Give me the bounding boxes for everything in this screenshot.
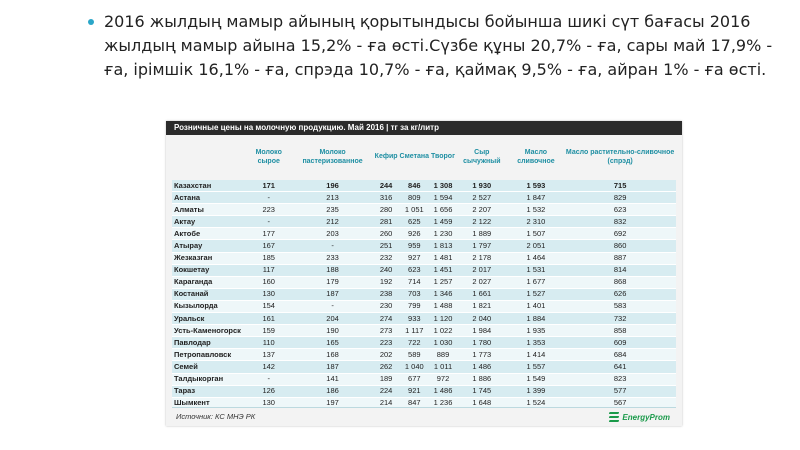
table-row: [172, 288, 676, 300]
table-row: [172, 300, 676, 312]
city-name: Тараз: [172, 385, 246, 397]
price-cell: 179: [291, 276, 373, 288]
price-cell: 168: [291, 349, 373, 361]
header-cell: Масло растительно-сливочное (спрэд): [565, 149, 675, 165]
price-cell: 1 780: [456, 337, 508, 349]
price-cell: 177: [246, 228, 291, 240]
price-cell: 589: [399, 349, 430, 361]
price-cell: 847: [399, 397, 430, 409]
price-cell: 677: [399, 373, 430, 385]
price-table-image: [166, 121, 682, 426]
price-cell: 959: [399, 240, 430, 252]
price-cell: 809: [399, 192, 430, 204]
price-cell: 623: [564, 204, 676, 216]
price-cell: 223: [374, 337, 399, 349]
price-cell: 240: [374, 264, 399, 276]
price-cell: 1 459: [430, 216, 456, 228]
price-cell: 1 527: [508, 288, 565, 300]
city-name: Атырау: [172, 240, 246, 252]
price-cell: 204: [291, 313, 373, 325]
price-cell: 1 257: [430, 276, 456, 288]
price-cell: 1 030: [430, 337, 456, 349]
price-cell: 2 040: [456, 313, 508, 325]
price-table: [172, 135, 676, 410]
header-cell: Творог: [431, 153, 455, 161]
price-cell: 799: [399, 300, 430, 312]
price-cell: 167: [246, 240, 291, 252]
price-cell: 1 464: [508, 252, 565, 264]
city-name: Казахстан: [172, 180, 246, 192]
price-cell: 235: [291, 204, 373, 216]
table-row: [172, 252, 676, 264]
price-cell: 161: [246, 313, 291, 325]
price-cell: 887: [564, 252, 676, 264]
price-cell: 823: [564, 373, 676, 385]
price-cell: 262: [374, 361, 399, 373]
bullet-text: 2016 жылдың мамыр айының қорытындысы бойынша шикі сүт бағасы 2016 жылдың мамыр айына 15,2% - ға өсті.Сүзбе құны 20,7% - ға, сары май 17,9% - ға, ірімшік 16,1% - ға, спрэда 10,7% - ға, қаймақ 9,5% - ға, айран 1% - ға өсті.: [104, 12, 773, 79]
price-cell: 832: [564, 216, 676, 228]
price-cell: 1 984: [456, 325, 508, 337]
price-cell: 1 481: [430, 252, 456, 264]
price-cell: 1 656: [430, 204, 456, 216]
price-cell: 224: [374, 385, 399, 397]
price-cell: 577: [564, 385, 676, 397]
table-row: [172, 373, 676, 385]
price-cell: 171: [246, 180, 291, 192]
city-name: Кокшетау: [172, 264, 246, 276]
price-cell: 1 022: [430, 325, 456, 337]
header-cell: Масло сливочное: [517, 149, 555, 165]
price-cell: 1 353: [508, 337, 565, 349]
table-row: [172, 385, 676, 397]
price-cell: 1 889: [456, 228, 508, 240]
price-cell: 244: [374, 180, 399, 192]
price-cell: 190: [291, 325, 373, 337]
header-cell: Молоко сырое: [255, 149, 282, 165]
bullet-text-block: [104, 10, 774, 82]
price-cell: 232: [374, 252, 399, 264]
price-cell: 1 399: [508, 385, 565, 397]
price-cell: 197: [291, 397, 373, 409]
table-row: [172, 361, 676, 373]
price-cell: 814: [564, 264, 676, 276]
price-cell: 1 886: [456, 373, 508, 385]
price-cell: 2 207: [456, 204, 508, 216]
price-cell: 1 486: [456, 361, 508, 373]
price-cell: 185: [246, 252, 291, 264]
price-cell: 1 451: [430, 264, 456, 276]
price-cell: 609: [564, 337, 676, 349]
price-cell: 1 532: [508, 204, 565, 216]
price-cell: 1 346: [430, 288, 456, 300]
price-cell: 196: [291, 180, 373, 192]
price-cell: 165: [291, 337, 373, 349]
city-name: Костанай: [172, 288, 246, 300]
city-name: Петропавловск: [172, 349, 246, 361]
price-cell: 1 593: [508, 180, 565, 192]
bullet-dot-icon: [88, 19, 94, 25]
city-name: Семей: [172, 361, 246, 373]
price-cell: 1 797: [456, 240, 508, 252]
table-row: [172, 240, 676, 252]
price-cell: 1 884: [508, 313, 565, 325]
price-cell: 567: [564, 397, 676, 409]
price-cell: 972: [430, 373, 456, 385]
table-row: [172, 337, 676, 349]
price-cell: 280: [374, 204, 399, 216]
price-cell: 583: [564, 300, 676, 312]
price-cell: 889: [430, 349, 456, 361]
price-cell: 1 507: [508, 228, 565, 240]
price-cell: 1 401: [508, 300, 565, 312]
price-cell: 273: [374, 325, 399, 337]
price-cell: 260: [374, 228, 399, 240]
price-cell: 1 120: [430, 313, 456, 325]
logo-text: EnergyProm: [622, 412, 670, 422]
price-cell: 1 011: [430, 361, 456, 373]
price-cell: 2 017: [456, 264, 508, 276]
price-cell: 188: [291, 264, 373, 276]
table-header-row: [172, 135, 676, 180]
city-name: Караганда: [172, 276, 246, 288]
price-cell: 223: [246, 204, 291, 216]
price-cell: 117: [246, 264, 291, 276]
price-cell: 1 040: [399, 361, 430, 373]
energyprom-logo-icon: [609, 412, 619, 422]
price-cell: 2 310: [508, 216, 565, 228]
price-cell: 160: [246, 276, 291, 288]
header-cell: Молоко пастеризованное: [302, 149, 363, 165]
price-cell: 142: [246, 361, 291, 373]
price-cell: 2 051: [508, 240, 565, 252]
price-cell: 233: [291, 252, 373, 264]
table-row: [172, 276, 676, 288]
price-cell: 1 745: [456, 385, 508, 397]
table-footer: [172, 407, 676, 426]
price-cell: 154: [246, 300, 291, 312]
price-cell: 230: [374, 300, 399, 312]
price-cell: 714: [399, 276, 430, 288]
table-title: Розничные цены на молочную продукцию. Май 2016 | тг за кг/литр: [166, 121, 682, 135]
price-cell: -: [246, 373, 291, 385]
price-cell: 110: [246, 337, 291, 349]
price-cell: 2 122: [456, 216, 508, 228]
price-cell: -: [291, 300, 373, 312]
source-note: Источник: КС МНЭ РК: [176, 412, 256, 421]
table-row: [172, 204, 676, 216]
price-cell: 692: [564, 228, 676, 240]
price-cell: 1 930: [456, 180, 508, 192]
price-cell: 1 773: [456, 349, 508, 361]
price-cell: 141: [291, 373, 373, 385]
header-city: [172, 135, 246, 180]
price-cell: 1 648: [456, 397, 508, 409]
price-cell: 137: [246, 349, 291, 361]
price-cell: 703: [399, 288, 430, 300]
header-cell: Кефир: [374, 153, 398, 161]
price-cell: 684: [564, 349, 676, 361]
price-cell: 202: [374, 349, 399, 361]
city-name: Актобе: [172, 228, 246, 240]
price-cell: 1 236: [430, 397, 456, 409]
price-cell: 2 027: [456, 276, 508, 288]
city-name: Усть-Каменогорск: [172, 325, 246, 337]
price-cell: 2 527: [456, 192, 508, 204]
price-cell: 921: [399, 385, 430, 397]
price-cell: 1 847: [508, 192, 565, 204]
header-cell: Сыр сычужный: [463, 149, 501, 165]
price-cell: 2 178: [456, 252, 508, 264]
price-cell: 860: [564, 240, 676, 252]
price-cell: 641: [564, 361, 676, 373]
price-cell: 203: [291, 228, 373, 240]
energyprom-logo: [609, 411, 670, 423]
price-cell: 189: [374, 373, 399, 385]
price-cell: 274: [374, 313, 399, 325]
city-name: Павлодар: [172, 337, 246, 349]
table-row: [172, 192, 676, 204]
price-cell: 732: [564, 313, 676, 325]
price-cell: 926: [399, 228, 430, 240]
table-row: [172, 216, 676, 228]
price-cell: 625: [399, 216, 430, 228]
price-cell: 1 486: [430, 385, 456, 397]
price-cell: 130: [246, 288, 291, 300]
price-cell: 251: [374, 240, 399, 252]
price-cell: 126: [246, 385, 291, 397]
table-row: [172, 180, 676, 192]
price-cell: 186: [291, 385, 373, 397]
city-name: Актау: [172, 216, 246, 228]
price-cell: 626: [564, 288, 676, 300]
price-cell: 192: [374, 276, 399, 288]
city-name: Шымкент: [172, 397, 246, 409]
price-cell: 623: [399, 264, 430, 276]
price-cell: 722: [399, 337, 430, 349]
city-name: Астана: [172, 192, 246, 204]
city-name: Уральск: [172, 313, 246, 325]
price-cell: 1 813: [430, 240, 456, 252]
price-cell: 829: [564, 192, 676, 204]
price-cell: 1 308: [430, 180, 456, 192]
header-cell: Сметана: [399, 153, 430, 161]
price-cell: 1 549: [508, 373, 565, 385]
price-cell: 238: [374, 288, 399, 300]
price-cell: 858: [564, 325, 676, 337]
price-cell: 1 821: [456, 300, 508, 312]
price-cell: 927: [399, 252, 430, 264]
city-name: Алматы: [172, 204, 246, 216]
price-cell: 1 531: [508, 264, 565, 276]
price-cell: 846: [399, 180, 430, 192]
price-cell: 1 557: [508, 361, 565, 373]
city-name: Талдыкорган: [172, 373, 246, 385]
price-cell: 1 935: [508, 325, 565, 337]
table-row: [172, 325, 676, 337]
price-cell: -: [246, 216, 291, 228]
price-cell: 1 594: [430, 192, 456, 204]
city-name: Жезказган: [172, 252, 246, 264]
price-cell: 316: [374, 192, 399, 204]
price-cell: 1 524: [508, 397, 565, 409]
price-cell: 1 488: [430, 300, 456, 312]
price-cell: 187: [291, 361, 373, 373]
price-cell: 1 677: [508, 276, 565, 288]
price-cell: 1 661: [456, 288, 508, 300]
price-cell: 212: [291, 216, 373, 228]
table-row: [172, 264, 676, 276]
price-cell: 1 414: [508, 349, 565, 361]
price-cell: 159: [246, 325, 291, 337]
price-cell: 1 051: [399, 204, 430, 216]
price-cell: 868: [564, 276, 676, 288]
price-cell: 213: [291, 192, 373, 204]
table-row: [172, 228, 676, 240]
table-body: [172, 180, 676, 409]
price-cell: 1 117: [399, 325, 430, 337]
price-cell: -: [246, 192, 291, 204]
price-cell: 715: [564, 180, 676, 192]
price-cell: 1 230: [430, 228, 456, 240]
table-row: [172, 313, 676, 325]
price-cell: 187: [291, 288, 373, 300]
price-cell: -: [291, 240, 373, 252]
table-row: [172, 349, 676, 361]
city-name: Кызылорда: [172, 300, 246, 312]
price-cell: 281: [374, 216, 399, 228]
price-cell: 933: [399, 313, 430, 325]
price-cell: 130: [246, 397, 291, 409]
price-cell: 214: [374, 397, 399, 409]
